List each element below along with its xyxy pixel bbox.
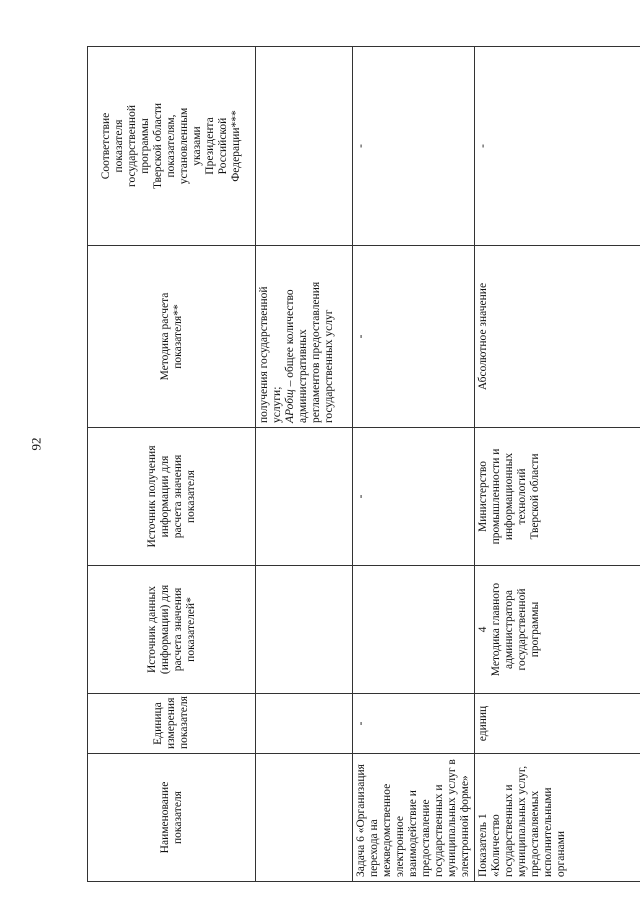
rotated-table-container	[87, 47, 597, 882]
task-info-source: -	[353, 428, 475, 566]
method-text-2: – общее количество административных регламентов предоставления государственных услуг	[284, 281, 335, 423]
cell-empty	[256, 47, 353, 246]
header-info-source: Источник получения информации для расчета значения показателя	[88, 428, 256, 566]
indicator-row	[475, 47, 640, 882]
cell-empty	[256, 566, 353, 694]
continuation-method-cell	[256, 246, 353, 428]
header-presidential-compliance: Соответствие показателя государственной программы Тверской области показателям, установленным указами Президента Российской Федерации***	[88, 47, 256, 246]
task-unit: -	[353, 694, 475, 754]
task-name: Задача 6 «Организация перехода на межведомственное электронное взаимодействие и предоставление государственных и муниципальных услуг в электронной форме»	[353, 754, 475, 882]
indicator-compliance: -	[475, 47, 640, 246]
data-source-code: 4	[477, 626, 489, 633]
data-source-text: Методика главного администратора государственной программы	[490, 582, 541, 677]
task-method: -	[353, 246, 475, 428]
continuation-row	[256, 47, 353, 882]
task-data-source	[353, 566, 475, 694]
indicator-data-source	[475, 566, 640, 694]
task-row	[353, 47, 475, 882]
indicator-unit: единиц	[475, 694, 640, 754]
indicator-info-source: Министерство промышленности и информационных технологий Тверской области	[475, 428, 640, 566]
header-unit: Единица измерения показателя	[88, 694, 256, 754]
header-calculation-method: Методика расчета показателя**	[88, 246, 256, 428]
cell-empty	[256, 428, 353, 566]
indicators-table	[87, 46, 640, 882]
method-text-1: получения государственной услуги;	[258, 286, 283, 423]
indicator-name: Показатель 1 «Количество государственных и муниципальных услуг, предоставляемых исполнительными органами	[475, 754, 640, 882]
indicator-method: Абсолютное значение	[475, 246, 640, 428]
method-symbol: АРобщ	[284, 389, 296, 423]
cell-empty	[256, 694, 353, 754]
header-data-source: Источник данных (информации) для расчета значения показателей*	[88, 566, 256, 694]
task-compliance: -	[353, 47, 475, 246]
page-number: 92	[28, 437, 44, 451]
table-header-row	[88, 47, 256, 882]
header-indicator-name: Наименование показателя	[88, 754, 256, 882]
cell-empty	[256, 754, 353, 882]
